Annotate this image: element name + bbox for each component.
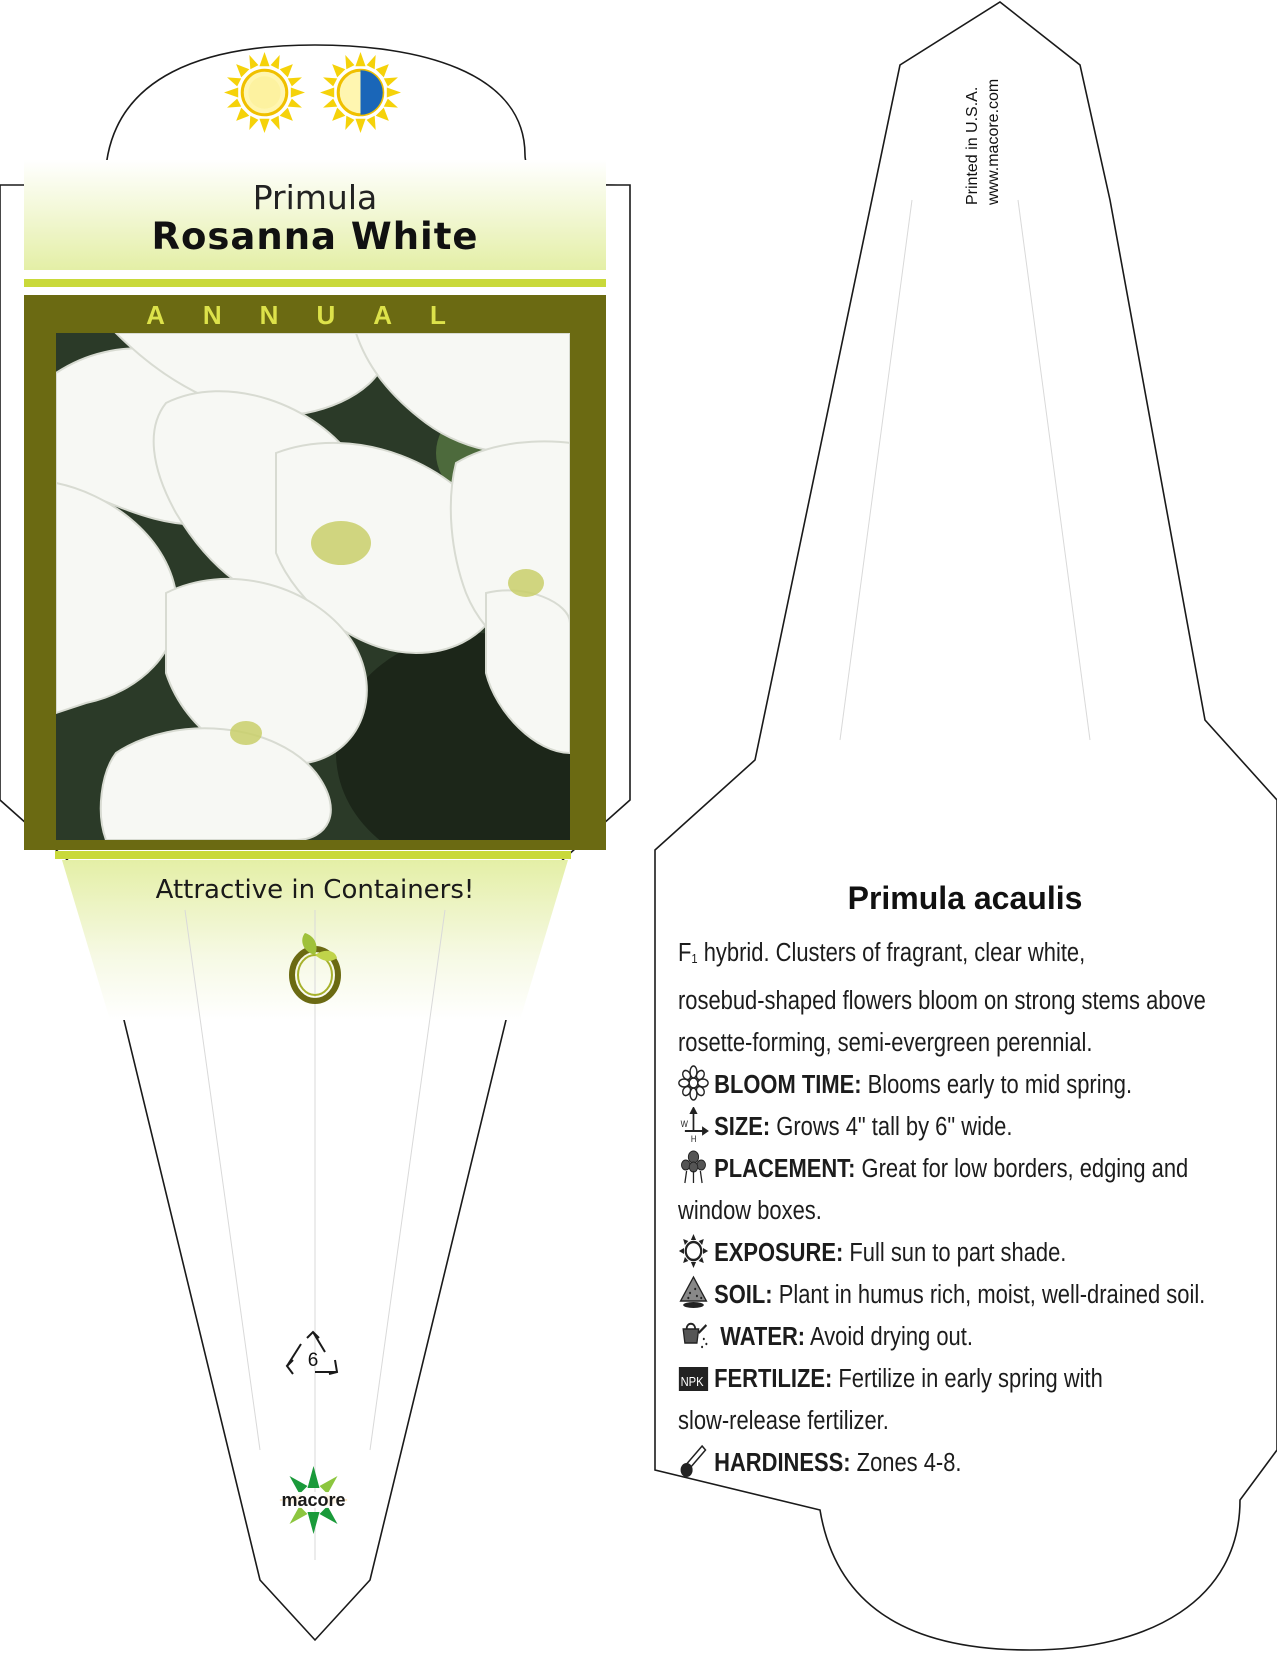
attr-placement-cont: window boxes. [678,1197,822,1225]
category-label: ANNUAL [146,300,484,330]
attr-size: W H SIZE: Grows 4" tall by 6" wide. [678,1106,1271,1148]
attr-bloom-time: BLOOM TIME: Blooms early to mid spring. [678,1064,1271,1106]
desc-line-3: rosette-forming, semi-evergreen perennial. [678,1029,1093,1057]
brand-name: macore [281,1490,346,1510]
flower-photo [56,333,570,840]
attr-water: WATER: Avoid drying out. [678,1316,1271,1358]
plant-description [678,932,1271,1484]
divider-lower [55,851,571,859]
watering-can-icon [678,1317,709,1353]
npk-icon [678,1359,709,1395]
genus-title: Primula [252,178,378,217]
attr-exposure: EXPOSURE: Full sun to part shade. [678,1232,1271,1274]
desc-line-2: rosebud-shaped flowers bloom on strong stems above [678,987,1206,1015]
divider [24,279,606,287]
attr-soil: SOIL: Plant in humus rich, moist, well-drained soil. [678,1274,1271,1316]
attr-fertilize: NPK FERTILIZE: Fertilize in early spring with [678,1358,1271,1400]
sun-icon [678,1233,709,1269]
printed-note [962,79,1004,205]
printed-line-1: Printed in U.S.A. [964,86,981,205]
svg-text:NPK: NPK [680,1374,704,1390]
placement-icon [678,1149,709,1185]
soil-icon [678,1275,709,1311]
size-icon [678,1107,709,1143]
tagline: Attractive in Containers! [155,875,475,905]
attr-hardiness: HARDINESS: Zones 4-8. [678,1442,1271,1484]
part-shade-icon [318,50,403,135]
cultivar-title: Rosanna White [151,215,479,258]
recycle-code: 6 [307,1350,319,1371]
thermometer-icon [678,1443,709,1479]
svg-text:W: W [680,1118,688,1130]
svg-text:H: H [690,1133,697,1143]
full-sun-icon [222,50,307,135]
printed-line-2: www.macore.com [985,78,1002,205]
seedling-icon [285,930,345,1005]
attr-fertilize-cont: slow-release fertilizer. [678,1407,889,1435]
desc-line-1: F1 hybrid. Clusters of fragrant, clear white, [678,939,1086,967]
flower-icon [678,1065,709,1101]
species-title: Primula acaulis [847,880,1083,916]
attr-placement: PLACEMENT: Great for low borders, edging and [678,1148,1271,1190]
